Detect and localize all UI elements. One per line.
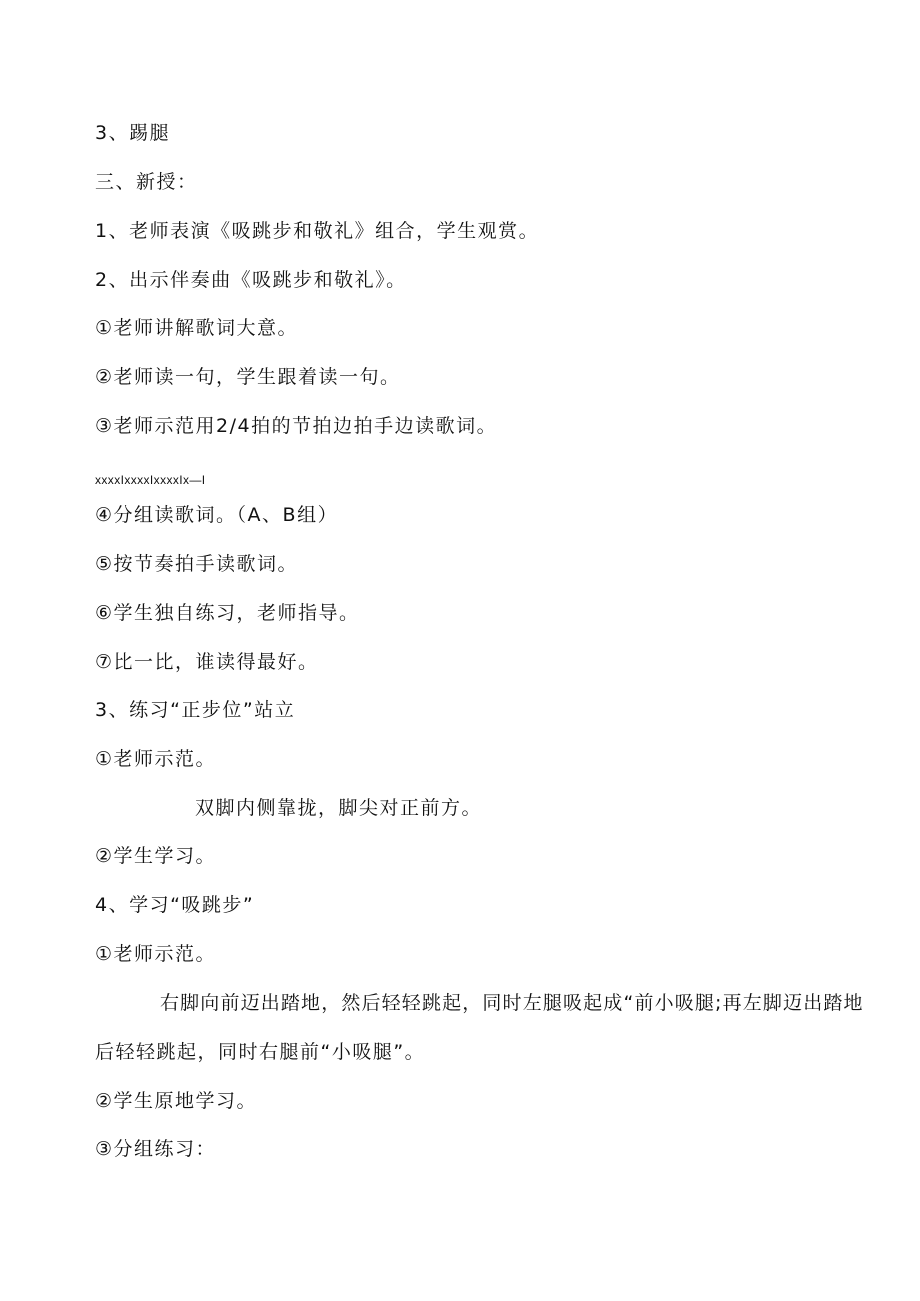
line-show-accompaniment: 2、出示伴奏曲《吸跳步和敬礼》。 — [95, 269, 407, 291]
line-competition: ⑦比一比，谁读得最好。 — [95, 651, 319, 673]
line-student-learning: ②学生学习。 — [95, 845, 217, 867]
line-learn-skip-step: 4、学习“吸跳步” — [95, 894, 255, 916]
line-teacher-demo-1: ①老师示范。 — [95, 748, 217, 770]
line-feet-description: 双脚内侧靠拢，脚尖对正前方。 — [195, 797, 483, 819]
line-group-practice: ③分组练习： — [95, 1138, 217, 1160]
line-demonstrate-rhythm: ③老师示范用2/4拍的节拍边拍手边读歌词。 — [95, 415, 498, 437]
line-step-description-2: 后轻轻跳起，同时右腿前“小吸腿”。 — [95, 1041, 426, 1063]
line-step-3-kick: 3、踢腿 — [95, 122, 171, 144]
line-explain-lyrics: ①老师讲解歌词大意。 — [95, 317, 299, 339]
line-clap-read: ⑤按节奏拍手读歌词。 — [95, 553, 299, 575]
line-independent-practice: ⑥学生独自练习，老师指导。 — [95, 602, 360, 624]
line-teacher-performs: 1、老师表演《吸跳步和敬礼》组合，学生观赏。 — [95, 220, 540, 242]
rhythm-notation: xxxxIxxxxIxxxxIx—I — [95, 473, 206, 487]
section-new-lesson: 三、新授： — [95, 171, 198, 193]
line-practice-standing: 3、练习“正步位”站立 — [95, 699, 296, 721]
line-group-reading: ④分组读歌词。（A、B组） — [95, 504, 339, 526]
line-step-description-1: 右脚向前迈出踏地，然后轻轻跳起，同时左腿吸起成“前小吸腿;再左脚迈出踏地 — [160, 992, 864, 1014]
line-in-place-learning: ②学生原地学习。 — [95, 1090, 258, 1112]
line-teacher-demo-2: ①老师示范。 — [95, 943, 217, 965]
line-read-after-teacher: ②老师读一句，学生跟着读一句。 — [95, 366, 401, 388]
